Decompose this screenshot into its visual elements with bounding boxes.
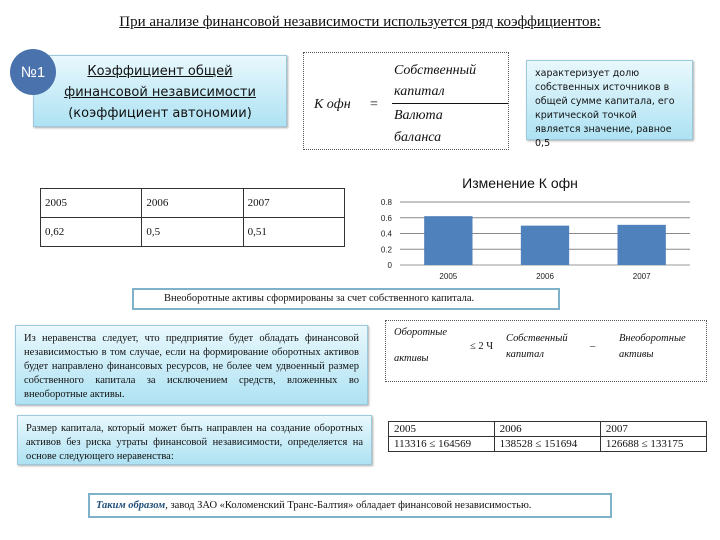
conclusion-lead: Таким образом: [96, 500, 166, 511]
formula-equals: =: [370, 97, 378, 112]
y-tick-label: 0.6: [380, 213, 392, 223]
x-tick-label: 2007: [632, 272, 651, 281]
y-tick-label: 0: [387, 261, 392, 270]
cell: 2005: [389, 422, 495, 437]
coefficient-title-box: [33, 55, 287, 127]
formula-den1: Валюта: [394, 108, 443, 123]
bar-chart: [360, 165, 700, 285]
fraction-line: [392, 103, 508, 104]
cell: 2007: [243, 189, 344, 218]
table-row: [41, 189, 345, 218]
bar-2006: [521, 226, 569, 265]
description-box: характеризует долю собственных источников в общей сумме капитала, его критической точкой является значение, равное 0,5: [526, 60, 693, 140]
number-badge: №1: [10, 49, 56, 95]
cell: 0,51: [243, 218, 344, 247]
cell: 2007: [600, 422, 706, 437]
formula-lhs: К офн: [314, 97, 351, 112]
formula-num2: капитал: [394, 84, 445, 99]
conclusion-text: , завод ЗАО «Коломенский Транс-Балтия» обладает финансовой независимостью.: [165, 500, 532, 511]
formula-num1: Собственный: [394, 63, 477, 78]
coef-line1: Коэффициент общей: [87, 64, 233, 79]
formula-box: [303, 52, 509, 150]
capital-size-box: Размер капитала, который может быть направлен на создание оборотных активов без риска утраты финансовой независимости, определяется на основе следующего неравенства:: [17, 415, 372, 465]
coef-line2: финансовой независимости: [64, 85, 256, 100]
x-tick-label: 2006: [536, 272, 554, 281]
x-tick-label: 2005: [439, 272, 458, 281]
cell: 126688 ≤ 133175: [600, 437, 706, 452]
cell: 138528 ≤ 151694: [494, 437, 600, 452]
table-row: [41, 218, 345, 247]
kofn-table: [40, 188, 345, 247]
coef-line3: (коэффициент автономии): [68, 106, 252, 121]
ineq-b1: Собственный: [506, 333, 568, 344]
table-row: [389, 437, 707, 452]
ineq-c2: активы: [619, 349, 654, 360]
cell: 2005: [41, 189, 142, 218]
ineq-a2: активы: [394, 353, 429, 364]
y-tick-label: 0.2: [380, 245, 392, 255]
formula-den2: баланса: [394, 130, 442, 145]
ineq-op: ≤ 2 Ч: [470, 341, 494, 352]
y-tick-label: 0.8: [380, 198, 392, 207]
ineq-b2: капитал: [506, 349, 544, 360]
note-box: Внеоборотные активы сформированы за счет собственного капитала.: [132, 288, 560, 310]
inequality-box: [385, 320, 707, 382]
cell: 2006: [142, 189, 243, 218]
inequality-table: [388, 421, 707, 452]
y-tick-label: 0.4: [380, 229, 392, 239]
cell: 0,62: [41, 218, 142, 247]
ineq-minus: –: [590, 341, 596, 352]
cell: 113316 ≤ 164569: [389, 437, 495, 452]
cell: 0,5: [142, 218, 243, 247]
ineq-c1: Внеоборотные: [619, 333, 686, 344]
conclusion-box: [88, 493, 612, 518]
slide-title: При анализе финансовой независимости используется ряд коэффициентов:: [119, 14, 601, 30]
bar-2005: [424, 216, 472, 265]
cell: 2006: [494, 422, 600, 437]
chart-title: Изменение К офн: [462, 175, 578, 191]
ineq-a1: Оборотные: [394, 327, 448, 338]
table-row: [389, 422, 707, 437]
inference-box: Из неравенства следует, что предприятие будет обладать финансовой независимостью в том случае, если на формирование оборотных активов будет направлено финансовых ресурсов, не более чем удвоенный размер собственного капитала за исключением средств, вложенных во внеоборотные активы.: [15, 325, 368, 405]
bar-2007: [618, 225, 666, 265]
